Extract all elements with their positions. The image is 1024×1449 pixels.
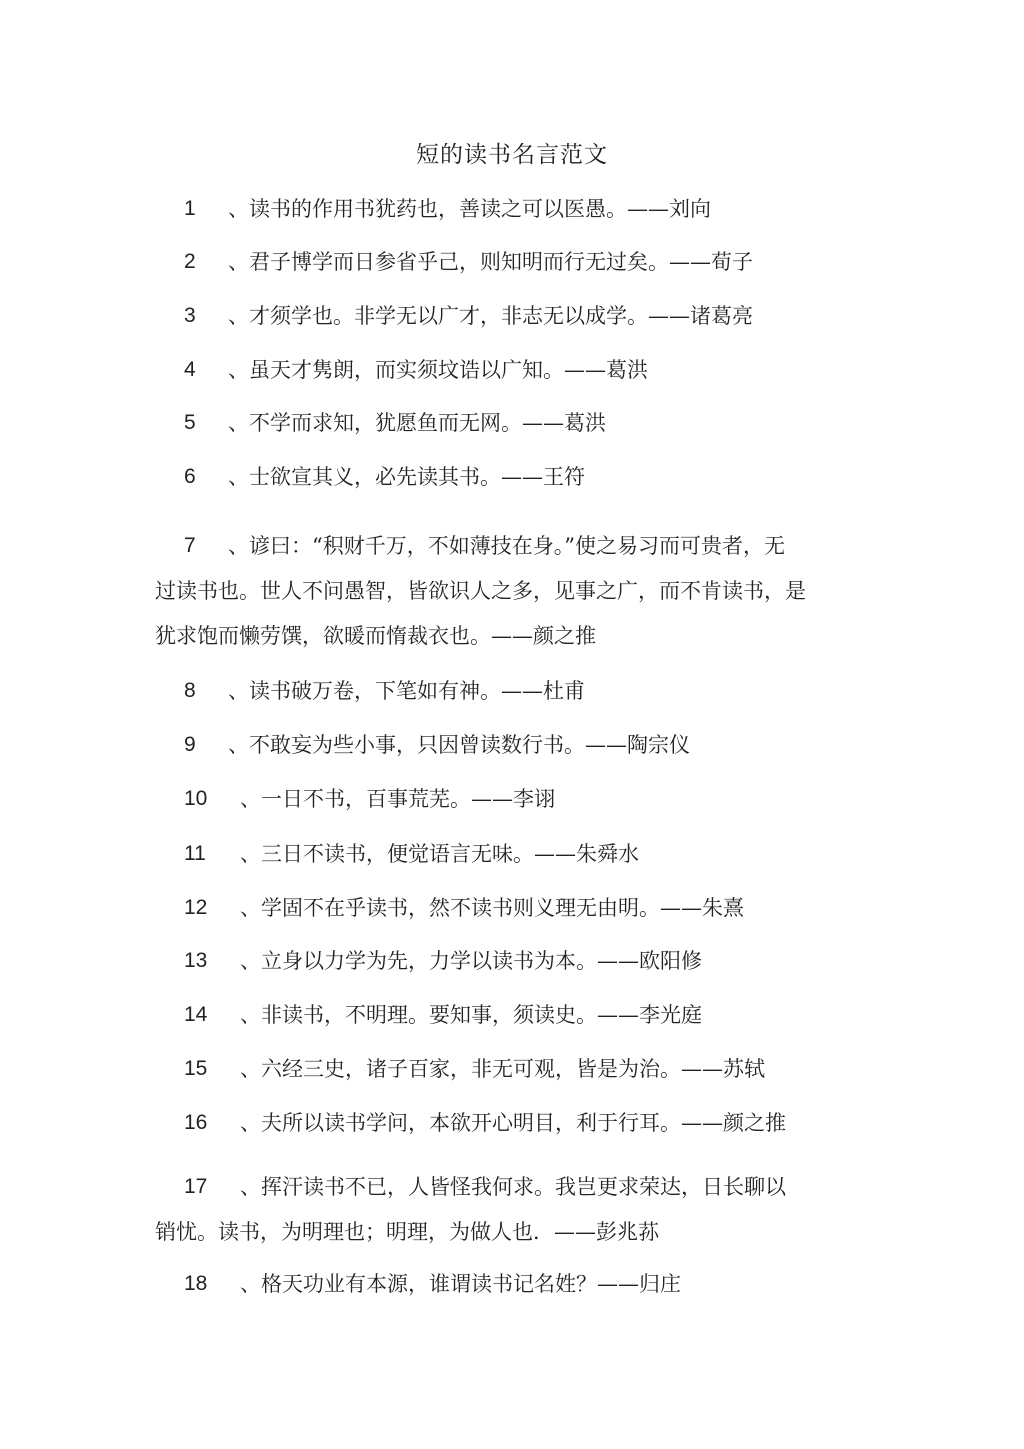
quote-number: 5 [184,411,196,434]
quote-line: 、格天功业有本源，谁谓读书记名姓？——归庄 [240,1272,681,1296]
quote-number: 16 [184,1111,208,1134]
quote-number: 2 [184,250,196,273]
quote-line: 、不学而求知，犹愿鱼而无网。——葛洪 [228,411,606,435]
quote-number: 1 [184,197,196,220]
quote-number: 7 [184,534,196,557]
quote-line: 、不敢妄为些小事，只因曾读数行书。——陶宗仪 [228,733,690,757]
quote-number: 17 [184,1175,208,1198]
quote-line: 、才须学也。非学无以广才，非志无以成学。——诸葛亮 [228,304,753,328]
quote-number: 12 [184,896,208,919]
quote-number: 4 [184,358,196,381]
quote-line: 、学固不在乎读书，然不读书则义理无由明。——朱熹 [240,896,744,920]
quote-number: 11 [184,842,206,865]
quote-line: 过读书也。世人不问愚智，皆欲识人之多，见事之广，而不肯读书，是 [155,579,806,603]
quote-line: 、士欲宣其义，必先读其书。——王符 [228,465,585,489]
quote-line: 、君子博学而日参省乎己，则知明而行无过矣。——荀子 [228,250,753,274]
quote-number: 3 [184,304,196,327]
quote-line: 、虽天才隽朗，而实须坟诰以广知。——葛洪 [228,358,648,382]
quote-number: 9 [184,733,196,756]
quote-line: 、三日不读书，便觉语言无味。——朱舜水 [240,842,639,866]
quote-line: 、读书的作用书犹药也，善读之可以医愚。——刘向 [228,197,711,221]
quote-line: 、挥汗读书不已，人皆怪我何求。我岂更求荣达，日长聊以 [240,1175,786,1199]
quote-line: 犹求饱而懒劳馔，欲暖而惰裁衣也。——颜之推 [155,624,596,648]
quote-number: 8 [184,679,196,702]
quote-line: 、六经三史，诸子百家，非无可观，皆是为治。——苏轼 [240,1057,765,1081]
quote-number: 18 [184,1272,208,1295]
quote-number: 15 [184,1057,208,1080]
quote-line: 、非读书，不明理。要知事，须读史。——李光庭 [240,1003,702,1027]
quote-number: 10 [184,787,208,810]
quote-line: 、立身以力学为先，力学以读书为本。——欧阳修 [240,949,702,973]
quote-line: 、一日不书，百事荒芜。——李诩 [240,787,555,811]
quote-number: 6 [184,465,196,488]
quote-number: 13 [184,949,208,972]
quote-line: 、读书破万卷，下笔如有神。——杜甫 [228,679,585,703]
page-title: 短的读书名言范文 [416,142,608,168]
quote-line: 、谚曰：“积财千万，不如薄技在身。”使之易习而可贵者，无 [228,534,785,558]
quote-number: 14 [184,1003,208,1026]
quote-line: 销忧。读书，为明理也；明理，为做人也．——彭兆荪 [155,1220,659,1244]
quote-line: 、夫所以读书学问，本欲开心明目，利于行耳。——颜之推 [240,1111,786,1135]
